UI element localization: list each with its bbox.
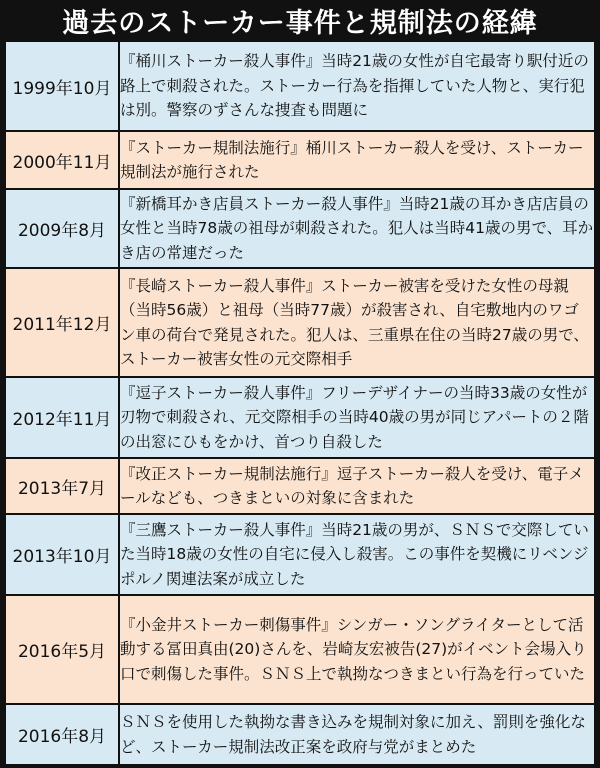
row-description: 『改正ストーカー規制法施行』逗子ストーカー殺人を受け、電子メールなども、つきまといの対象に含まれた (119, 458, 595, 514)
row-description: 『桶川ストーカー殺人事件』当時21歳の女性が自宅最寄り駅付近の路上で刺殺された。ストーカー行為を指揮していた人物と、実行犯は別。警察のずさんな捜査も問題に (119, 41, 595, 131)
table-row (5, 268, 595, 377)
page-title: 過去のストーカー事件と規制法の経緯 (62, 7, 538, 39)
row-description: 『小金井ストーカー刺傷事件』シンガー・ソングライターとして活動する冨田真由(20)さんを、岩崎友宏被告(27)がイベント会場入り口で刺傷した事件。ＳＮＳ上で執拗なつきまとい行為を行っていた (119, 595, 595, 704)
table-row (5, 514, 595, 595)
row-date: 2016年8月 (5, 704, 119, 765)
table-row (5, 189, 595, 268)
row-date: 2011年12月 (5, 268, 119, 377)
row-description: 『逗子ストーカー殺人事件』フリーデザイナーの当時33歳の女性が刃物で刺殺され、元交際相手の当時40歳の男が同じアパートの２階の出窓にひもをかけ、首つり自殺した (119, 377, 595, 458)
row-description: 『ストーカー規制法施行』桶川ストーカー殺人を受け、ストーカー規制法が施行された (119, 131, 595, 189)
row-date: 2013年10月 (5, 514, 119, 595)
row-date: 2000年11月 (5, 131, 119, 189)
row-date: 1999年10月 (5, 41, 119, 131)
timeline-table (4, 40, 596, 766)
table-row (5, 704, 595, 765)
table-row (5, 41, 595, 131)
table-row (5, 458, 595, 514)
table-row (5, 131, 595, 189)
row-description: 『三鷹ストーカー殺人事件』当時21歳の男が、ＳＮＳで交際していた当時18歳の女性の自宅に侵入し殺害。この事件を契機にリベンジポルノ関連法案が成立した (119, 514, 595, 595)
row-date: 2012年11月 (5, 377, 119, 458)
row-description: ＳＮＳを使用した執拗な書き込みを規制対象に加え、罰則を強化など、ストーカー規制法改正案を政府与党がまとめた (119, 704, 595, 765)
table-row (5, 377, 595, 458)
row-date: 2016年5月 (5, 595, 119, 704)
row-description: 『長崎ストーカー殺人事件』ストーカー被害を受けた女性の母親（当時56歳）と祖母（当時77歳）が殺害され、自宅敷地内のワゴン車の荷台で発見された。犯人は、三重県在住の当時27歳の男で、ストーカー被害女性の元交際相手 (119, 268, 595, 377)
table-row (5, 595, 595, 704)
row-description: 『新橋耳かき店員ストーカー殺人事件』当時21歳の耳かき店店員の女性と当時78歳の祖母が刺殺された。犯人は当時41歳の男で、耳かき店の常連だった (119, 189, 595, 268)
row-date: 2009年8月 (5, 189, 119, 268)
row-date: 2013年7月 (5, 458, 119, 514)
